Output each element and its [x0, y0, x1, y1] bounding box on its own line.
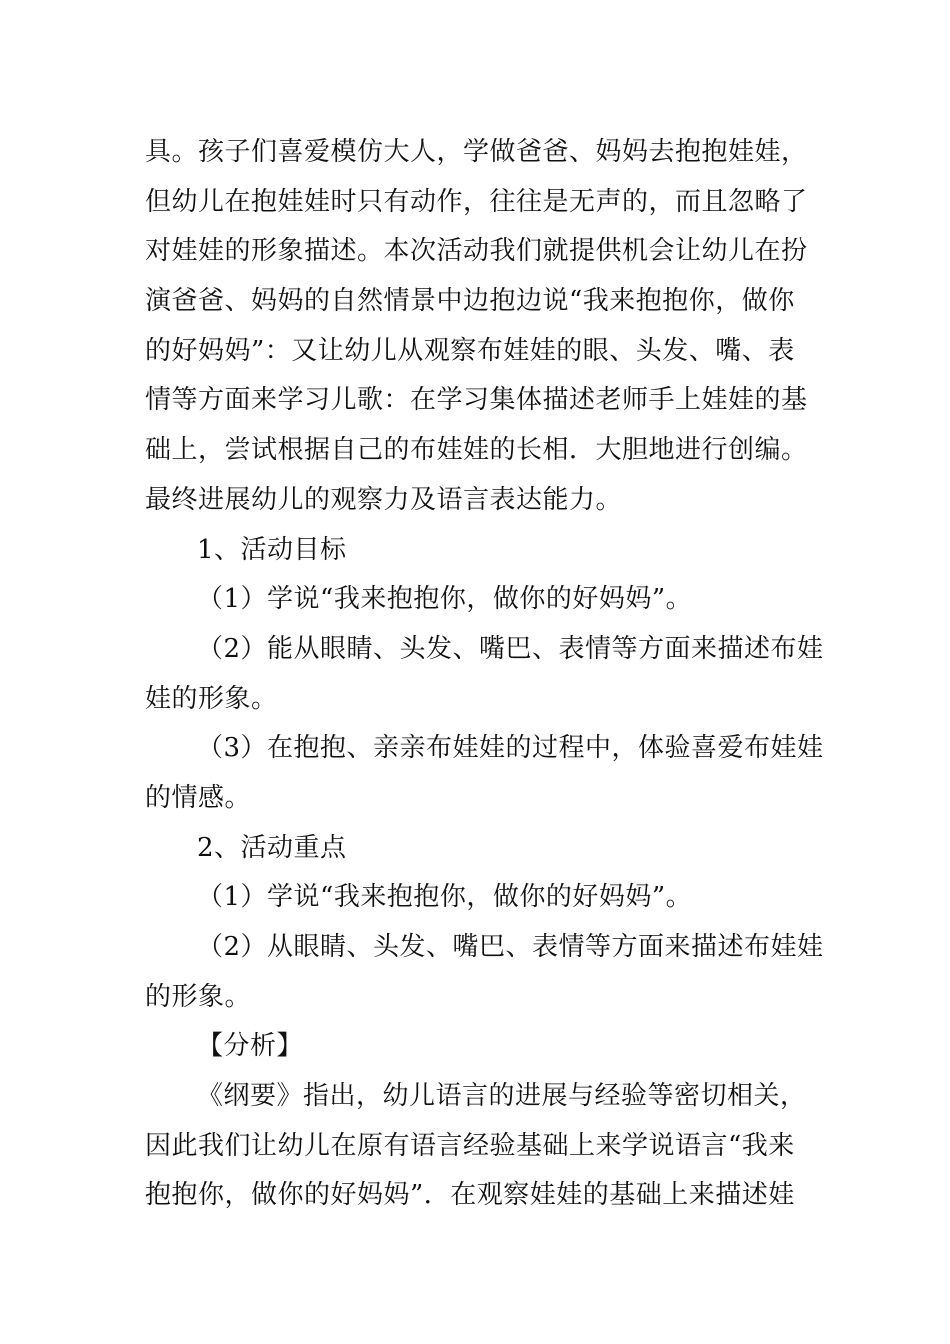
paragraph-line: 础上，尝试根据自己的布娃娃的长相．大胆地进行创编。: [145, 435, 808, 466]
paragraph-line: 演爸爸、妈妈的自然情景中边抱边说“我来抱抱你，做你: [145, 286, 795, 317]
section-heading-analysis: 【分析】: [197, 1031, 304, 1062]
goal-item-3-continued: 的情感。: [145, 782, 252, 813]
document-body: [145, 128, 824, 1221]
focus-item-1: （1）学说“我来抱抱你，做你的好妈妈”。: [197, 882, 693, 913]
focus-item-2-continued: 的形象。: [145, 981, 252, 1012]
paragraph-line: 具。孩子们喜爱模仿大人，学做爸爸、妈妈去抱抱娃娃，: [145, 137, 808, 167]
paragraph-line: 对娃娃的形象描述。本次活动我们就提供机会让幼儿在扮: [145, 236, 808, 267]
section-heading-activity-focus: 2、活动重点: [197, 832, 347, 863]
paragraph-line: 抱抱你，做你的好妈妈”．在观察娃娃的基础上来描述娃: [145, 1180, 795, 1211]
paragraph-line: 的好妈妈”：又让幼儿从观察布娃娃的眼、头发、嘴、表: [145, 335, 795, 366]
paragraph-line: 但幼儿在抱娃娃时只有动作，往往是无声的，而且忽略了: [145, 186, 808, 217]
paragraph-line: 《纲要》指出，幼儿语言的进展与经验等密切相关，: [197, 1081, 807, 1112]
goal-item-2: （2）能从眼睛、头发、嘴巴、表情等方面来描述布娃: [197, 633, 824, 664]
paragraph-line: 因此我们让幼儿在原有语言经验基础上来学说语言“我来: [145, 1130, 795, 1161]
goal-item-3: （3）在抱抱、亲亲布娃娃的过程中，体验喜爱布娃娃: [197, 733, 824, 764]
goal-item-1: （1）学说“我来抱抱你，做你的好妈妈”。: [197, 584, 693, 615]
paragraph-line: 情等方面来学习儿歌：在学习集体描述老师手上娃娃的基: [145, 385, 808, 416]
goal-item-2-continued: 娃的形象。: [145, 683, 278, 714]
focus-item-2: （2）从眼睛、头发、嘴巴、表情等方面来描述布娃娃: [197, 932, 824, 962]
paragraph-line: 最终进展幼儿的观察力及语言表达能力。: [145, 484, 623, 515]
section-heading-activity-goals: 1、活动目标: [197, 534, 347, 565]
